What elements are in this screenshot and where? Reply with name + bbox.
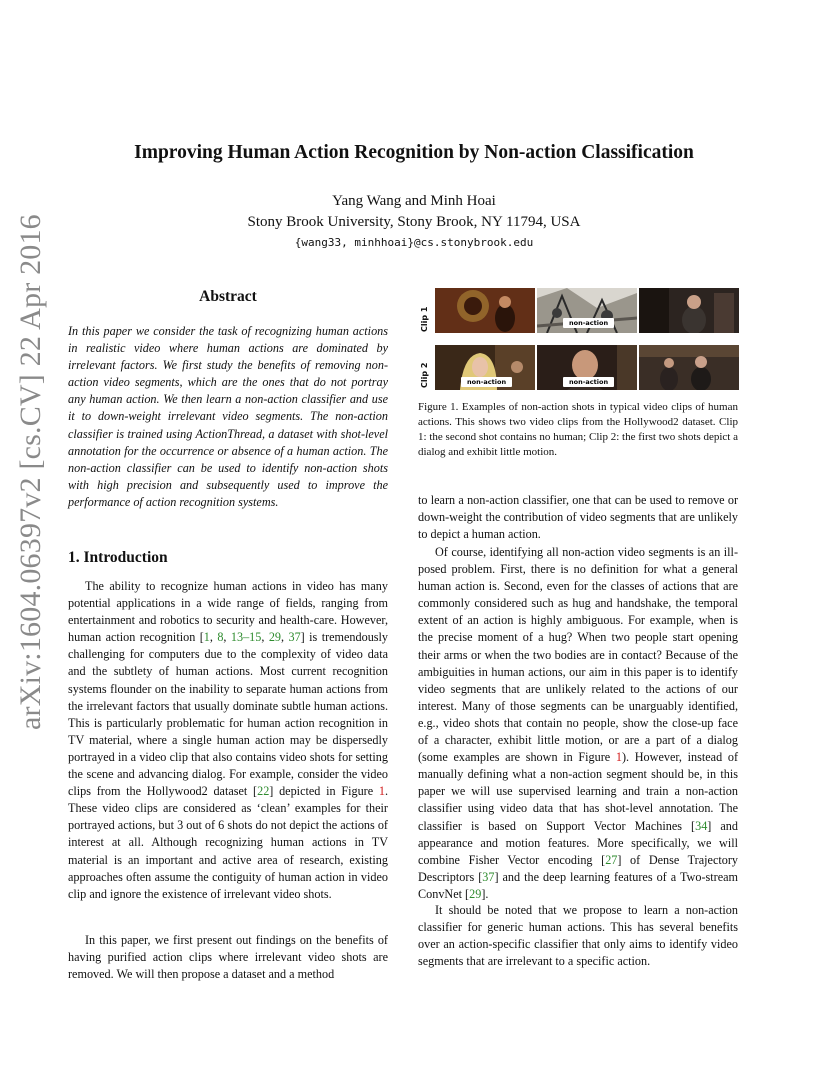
- text-run: ,: [223, 630, 231, 645]
- section-heading-introduction: 1. Introduction: [68, 549, 168, 566]
- non-action-tag: non-action: [461, 377, 512, 387]
- citation-link[interactable]: 34: [695, 818, 708, 833]
- text-run: . These video clips are considered as ‘clean’ examples for their portrayed actions, but 3 out of 6 shots do not depict the actions of interest at all. Although recognizing human actions in TV material is an important and active area of research, existing approaches often assume the contiguity of human action in video clip and ignore the existence of irrelevant video shots.: [68, 784, 389, 901]
- text-run: ] of Dense Trajectory Descriptors [: [418, 852, 738, 884]
- clip-2-label: Clip 2: [420, 362, 429, 388]
- author-email[interactable]: {wang33, minhhoai}@cs.stonybrook.edu: [294, 236, 534, 249]
- text-run: The ability to recognize human actions in video has many potential applications in a wide range of fields, ranging from entertainment and robotics to security and health-care. However, human action recognition [: [68, 579, 388, 645]
- clip-2-shot-2: [537, 345, 637, 390]
- citation-link[interactable]: 13–15: [230, 630, 262, 645]
- right-paragraph-2: [418, 544, 738, 903]
- arxiv-side-stamp: arXiv:1604.06397v2 [cs.CV] 22 Apr 2016: [14, 214, 47, 730]
- citation-link[interactable]: 29: [268, 630, 282, 645]
- clip-2-shot-3: [639, 345, 739, 390]
- text-run: ] and the deep learning features of a Two-stream ConvNet [: [418, 869, 738, 901]
- right-paragraph-1: to learn a non-action classifier, one that can be used to remove or down-weight the contribution of video segments that are unlikely to depict a human action.: [418, 493, 738, 542]
- clip-1-shot-1: [435, 288, 535, 333]
- figure-1-caption: Figure 1. Examples of non-action shots in typical video clips of human actions. This shows two video clips from the Hollywood2 dataset. Clip 1: the second shot contains no human; Clip 2: the first two shots depict a dialog and exhibit little motion.: [418, 401, 738, 458]
- abstract-heading: Abstract: [199, 288, 257, 305]
- clip-1-shot-3: [639, 288, 739, 333]
- citation-link[interactable]: 29: [469, 886, 482, 901]
- non-action-tag: non-action: [563, 318, 614, 328]
- citation-link[interactable]: 22: [257, 784, 270, 799]
- citation-link[interactable]: 8: [217, 630, 224, 645]
- clip-2-shot-1: [435, 345, 535, 390]
- figure-ref-link[interactable]: 1: [615, 750, 622, 765]
- figure-1: [418, 288, 740, 392]
- text-run: ,: [209, 630, 218, 645]
- citation-link[interactable]: 27: [605, 852, 618, 867]
- clip-1-label: Clip 1: [420, 306, 429, 332]
- intro-paragraph-2: In this paper, we first present out findings on the benefits of having purified action clips where irrelevant video shots are removed. We will then propose a dataset and a method: [68, 933, 388, 982]
- paper-affiliation: Stony Brook University, Stony Brook, NY 11794, USA: [247, 214, 581, 230]
- citation-link[interactable]: 37: [482, 869, 495, 884]
- figure-ref-link[interactable]: 1: [378, 784, 385, 799]
- non-action-tag: non-action: [563, 377, 614, 387]
- abstract-body: In this paper we consider the task of recognizing human actions in realistic video where human actions are dominated by irrelevant factors. We first study the benefits of removing non-action video segments, which are the ones that do not portray any human action. We then learn a non-action classifier and use it to down-weight irrelevant video segments. The non-action classifier is trained using ActionThread, a dataset with shot-level annotation for the occurrence or absence of a human action. The non-action classifier can be used to identify non-action shots with high precision and subsequently used to improve the performance of action recognition systems.: [68, 324, 388, 509]
- text-run: ). However, instead of manually defining what a non-action segment should be, in this paper we will use supervised learning and train a non-action classifier using video data that has shot-level annotation. The classifier is based on Support Vector Machines [: [418, 750, 738, 833]
- clip-1-shot-2: [537, 288, 637, 333]
- text-run: ] and appearance and motion features. More specifically, we will combine Fisher Vector encoding [: [418, 818, 738, 867]
- citation-link[interactable]: 1: [203, 630, 210, 645]
- text-run: ].: [481, 886, 489, 901]
- citation-link[interactable]: 37: [288, 630, 301, 645]
- right-paragraph-3: It should be noted that we propose to learn a non-action classifier for generic human actions. This has several benefits over an action-specific classifier that only aims to identify video segments that are irrelevant to a specific action.: [418, 903, 738, 969]
- paper-title: Improving Human Action Recognition by Non-action Classification: [134, 142, 694, 163]
- text-run: ,: [261, 630, 269, 645]
- paper-authors: Yang Wang and Minh Hoai: [332, 193, 496, 209]
- text-run: Of course, identifying all non-action video segments is an ill-posed problem. First, there is no definition for what a general human action is. Second, even for the classes of actions that are commonly considered such as hug and handshake, the temporal extent of an action is highly ambiguous. For example, when is the precise moment of a hug? When two people start opening their arms or when the two bodies are in contact? Because of the ambiguities in human actions, our aim in this paper is to identify video segments that are unlikely related to the actions of our interest. Many of those segments can be unarguably identified, e.g., video shots that contain no people, show the close-up face of a character, exhibit little motion, or are a part of a dialog (some examples are shown in Figure: [418, 545, 738, 765]
- text-run: ] is tremendously challenging for computers due to the complexity of video data and the subtlety of human actions. Most current recognition systems flounder on the inability to separate human actions from the irrelevant factors that usually dominate subtle human actions. This is particularly problematic for human action recognition in TV material, where a single human action may be dispersedly portrayed in a video clip that also contains video shots for setting the scene and advancing dialog. For example, consider the video clips from the Hollywood2 dataset [: [68, 630, 389, 799]
- text-run: ,: [281, 630, 289, 645]
- text-run: ] depicted in Figure: [269, 784, 379, 799]
- intro-paragraph-1: [68, 578, 388, 903]
